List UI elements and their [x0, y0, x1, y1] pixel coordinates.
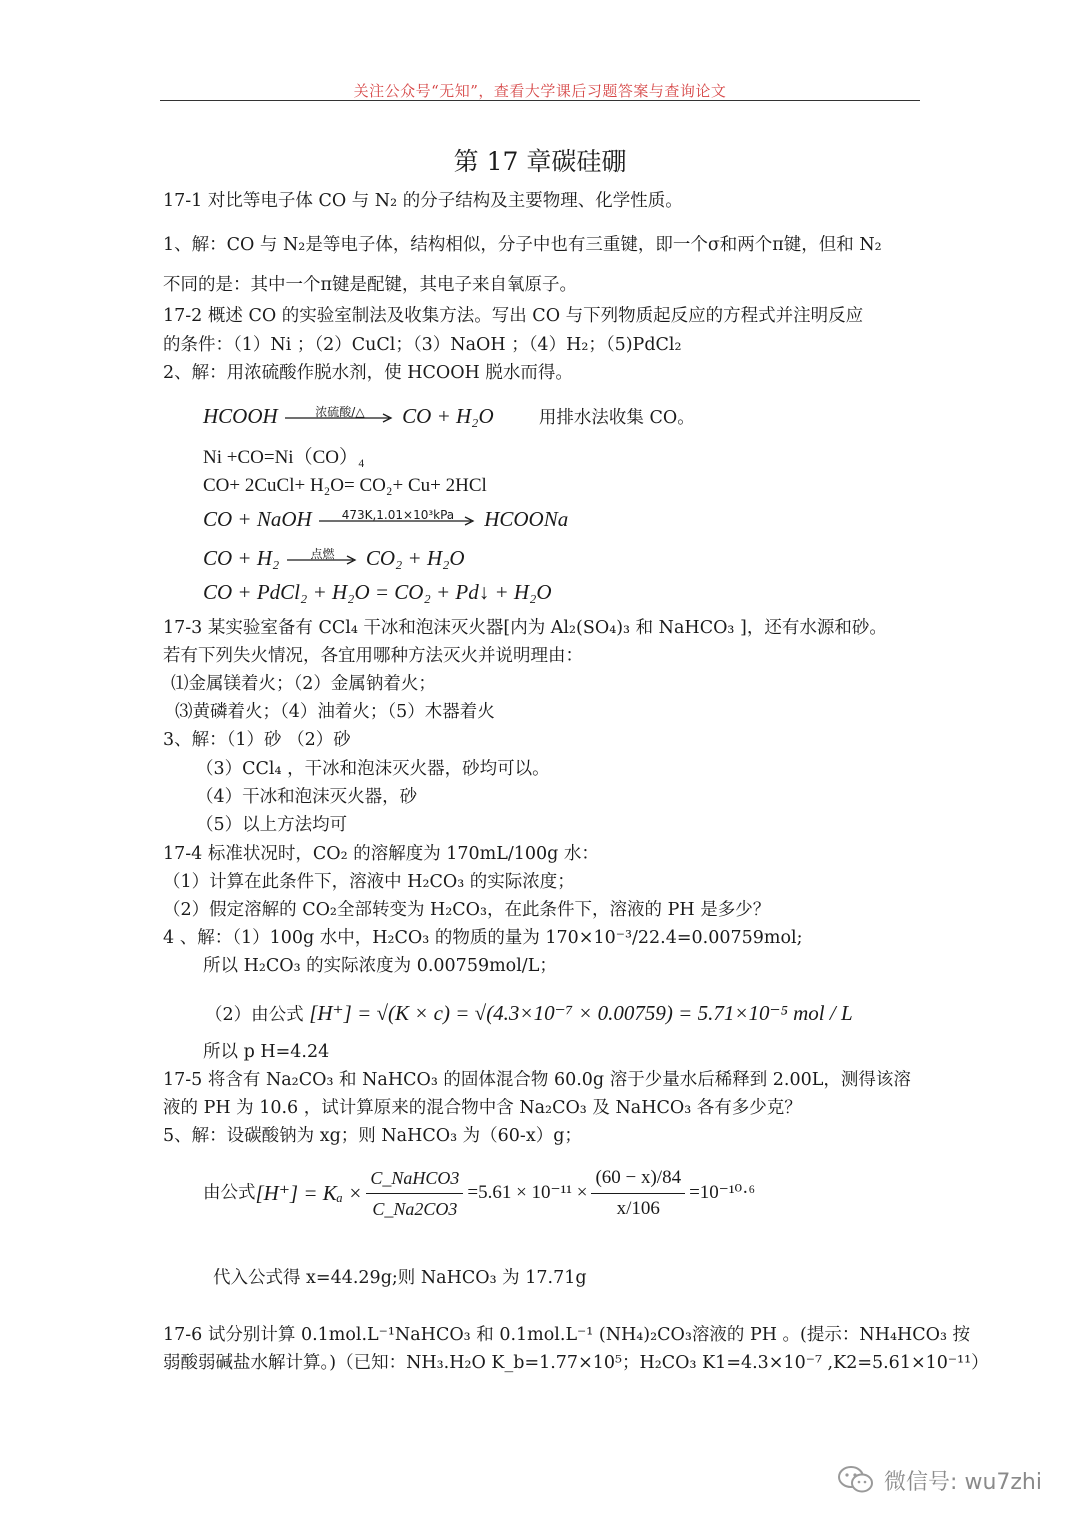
equation-cucl: CO+ 2CuCl+ H₂O= CO₂+ Cu+ 2HCl: [203, 475, 487, 496]
q1-question: 17-1 对比等电子体 CO 与 N₂ 的分子结构及主要物理、化学性质。: [163, 191, 683, 211]
q3-answer-line2: （3）CCl₄ ，干冰和泡沫灭火器，砂均可以。: [196, 759, 550, 779]
q4-answer-line1: 4 、解：（1）100g 水中，H₂CO₃ 的物质的量为 170×10⁻³/22.4=0.00759mol;: [163, 928, 803, 948]
watermark-text: 微信号: wu7zhi: [884, 1469, 1042, 1495]
header-note: 关注公众号“无知”，查看大学课后习题答案与查询论文: [353, 82, 727, 100]
q2-question-line2: 的条件：（1）Ni ；（2）CuCl；（3）NaOH ；（4）H₂；（5)PdCl₂: [163, 335, 682, 355]
q5-fraction-mass: [591, 1165, 685, 1222]
eq4-right: HCOONa: [484, 507, 569, 531]
q5-formula-rhs: =10⁻¹⁰·⁶: [689, 1182, 756, 1203]
q3-question-line3: ⑴金属镁着火；（2）金属钠着火；: [171, 674, 436, 694]
chapter-title: 第 17 章碳硅硼: [453, 147, 627, 176]
q4-question-line1: 17-4 标准状况时，CO₂ 的溶解度为 170mL/100g 水：: [163, 844, 599, 864]
q2-question-line1: 17-2 概述 CO 的实验室制法及收集方法。写出 CO 与下列物质起反应的方程式并注明反应: [163, 306, 864, 326]
q4-question-line3: （2）假定溶解的 CO₂全部转变为 H₂CO₃，在此条件下，溶液的 PH 是多少？: [163, 900, 771, 920]
q3-answer-line4: （5）以上方法均可: [196, 815, 348, 835]
fraction-numerator: C_NaHCO3: [366, 1165, 463, 1194]
q5-fraction-concentration: [366, 1165, 463, 1222]
reaction-arrow: [287, 547, 359, 565]
q6-question-line2: 弱酸弱碱盐水解计算。)（已知：NH₃.H₂O K_b=1.77×10⁵；H₂CO₃ K1=4.3×10⁻⁷ ,K2=5.61×10⁻¹¹）: [163, 1353, 989, 1373]
header-rule: [160, 100, 920, 101]
eq1-condition: 浓硫酸/△: [315, 405, 365, 420]
eq4-condition: 473K,1.01×10³kPa: [341, 508, 455, 523]
eq1-right: CO + H₂O: [402, 404, 494, 428]
q5-question-line1: 17-5 将含有 Na₂CO₃ 和 NaHCO₃ 的固体混合物 60.0g 溶于少量水后稀释到 2.00L，测得该溶: [163, 1070, 911, 1090]
q1-answer-line1: 1、解：CO 与 N₂是等电子体，结构相似，分子中也有三重键，即一个σ和两个π键，但和 N₂: [163, 235, 882, 255]
equation-ni: Ni +CO=Ni（CO）₄: [203, 447, 365, 468]
q6-question-line1: 17-6 试分别计算 0.1mol.L⁻¹NaHCO₃ 和 0.1mol.L⁻¹ (NH₄)₂CO₃溶液的 PH 。(提示：NH₄HCO₃ 按: [163, 1325, 971, 1345]
q5-answer-line1: 5、解：设碳酸钠为 xg；则 NaHCO₃ 为（60-x）g；: [163, 1126, 582, 1146]
eq1-note: 用排水法收集 CO。: [538, 408, 695, 428]
eq1-left: HCOOH: [203, 404, 278, 428]
q3-answer-line1: 3、解：（1）砂 （2）砂: [163, 730, 351, 750]
wechat-icon: [836, 1464, 876, 1496]
q5-formula-mid: =5.61 × 10⁻¹¹ ×: [467, 1182, 588, 1203]
q3-answer-line3: （4）干冰和泡沫灭火器，砂: [196, 787, 418, 807]
q5-answer-line2: 代入公式得 x=44.29g;则 NaHCO₃ 为 17.71g: [213, 1268, 587, 1288]
q4-answer-line3: 所以 p H=4.24: [203, 1042, 330, 1062]
watermark: [836, 1464, 1042, 1496]
q4-formula-line: [205, 1000, 853, 1026]
reaction-arrow: [319, 508, 477, 526]
q1-answer-line2: 不同的是：其中一个π键是配键，其电子来自氧原子。: [163, 275, 577, 295]
eq5-left: CO + H₂: [203, 546, 280, 570]
q5-formula-lhs: [H⁺] = Kₐ ×: [255, 1181, 363, 1205]
q4-formula-prefix: （2）由公式: [205, 1005, 304, 1025]
q5-formula-prefix: 由公式: [203, 1183, 256, 1203]
reaction-arrow: [285, 405, 395, 423]
q4-question-line2: （1）计算在此条件下，溶液中 H₂CO₃ 的实际浓度；: [163, 872, 575, 892]
q5-formula-line: [203, 1163, 755, 1223]
q3-question-line1: 17-3 某实验室备有 CCl₄ 干冰和泡沫灭火器[内为 Al₂(SO₄)₃ 和 NaHCO₃ ]，还有水源和砂。: [163, 618, 887, 638]
fraction-denominator: C_Na2CO3: [372, 1198, 458, 1219]
fraction-numerator: (60 − x)/84: [591, 1165, 685, 1194]
eq5-condition: 点燃: [310, 547, 335, 562]
q3-question-line2: 若有下列失火情况，各宜用哪种方法灭火并说明理由：: [163, 646, 583, 666]
q3-question-line4: ⑶黄磷着火；（4）油着火；（5）木器着火: [175, 702, 495, 722]
equation-h2: [203, 545, 465, 571]
q4-answer-line2: 所以 H₂CO₃ 的实际浓度为 0.00759mol/L；: [203, 956, 557, 976]
equation-pdcl2: CO + PdCl₂ + H₂O = CO₂ + Pd↓ + H₂O: [203, 580, 552, 604]
q2-answer: 2、解：用浓硫酸作脱水剂，使 HCOOH 脱水而得。: [163, 363, 573, 383]
eq5-right: CO₂ + H₂O: [365, 546, 465, 570]
fraction-denominator: x/106: [616, 1197, 660, 1219]
equation-naoh: [203, 506, 568, 532]
q5-question-line2: 液的 PH 为 10.6 ，试计算原来的混合物中含 Na₂CO₃ 及 NaHCO₃ 各有多少克？: [163, 1098, 802, 1118]
q4-formula: [H⁺] = √(K × c) = √(4.3×10⁻⁷ × 0.00759) = 5.71×10⁻⁵ mol / L: [309, 1001, 853, 1025]
eq4-left: CO + NaOH: [203, 507, 312, 531]
equation-hcooh: [203, 403, 695, 431]
